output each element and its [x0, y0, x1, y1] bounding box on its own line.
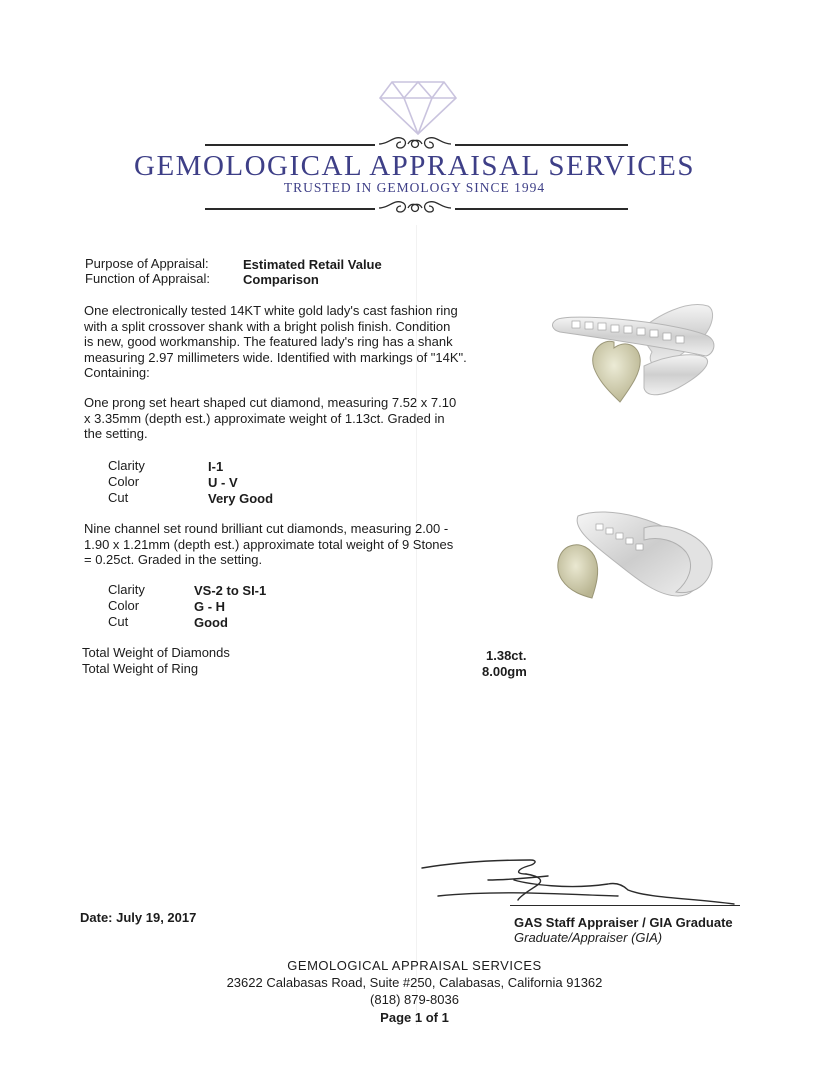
ring-description — [84, 303, 467, 381]
ring-photo-top — [548, 292, 724, 410]
signature-line — [510, 905, 740, 906]
purpose-label: Purpose of Appraisal: — [85, 256, 209, 271]
footer-phone: (818) 879-8036 — [370, 992, 459, 1007]
center-clarity-label: Clarity — [108, 458, 145, 473]
total-diamonds-label: Total Weight of Diamonds — [82, 645, 230, 660]
center-cut-value: Very Good — [208, 491, 274, 506]
description-line: measuring 2.97 millimeters wide. Identified with markings of "14K". — [84, 349, 467, 365]
function-label: Function of Appraisal: — [85, 271, 211, 286]
side-clarity-label: Clarity — [108, 582, 145, 597]
function-value: Comparison — [243, 272, 319, 287]
footer-address: 23622 Calabasas Road, Suite #250, Calabasas, California 91362 — [226, 975, 603, 990]
appraiser-title: GAS Staff Appraiser / GIA Graduate — [514, 915, 733, 930]
total-ring-label: Total Weight of Ring — [82, 661, 199, 676]
description-line: with a split crossover shank with a bright polish finish. Condition — [84, 318, 451, 334]
side-clarity-value: VS-2 to SI-1 — [194, 583, 267, 598]
side-cut-label: Cut — [108, 614, 129, 629]
appraiser-signature — [418, 850, 738, 910]
side-color-label: Color — [108, 598, 140, 613]
side-stones-line: 1.90 x 1.21mm (depth est.) approximate total weight of 9 Stones — [84, 536, 454, 552]
center-clarity-value: I-1 — [208, 459, 224, 474]
company-tagline: TRUSTED IN GEMOLOGY SINCE 1994 — [283, 180, 546, 195]
description-line: Containing: — [84, 365, 150, 380]
company-title: GEMOLOGICAL APPRAISAL SERVICES — [134, 150, 695, 182]
description-line: is new, good workmanship. The featured lady's ring has a shank — [84, 334, 453, 349]
header-rule-top-left — [205, 144, 375, 146]
appraiser-subtitle: Graduate/Appraiser (GIA) — [514, 930, 663, 945]
header-rule-top-right — [455, 144, 628, 146]
side-stones-line: Nine channel set round brilliant cut diamonds, measuring 2.00 - — [84, 521, 449, 536]
side-stones-description — [84, 521, 453, 568]
total-ring-value: 8.00gm — [482, 664, 527, 679]
total-diamonds-value: 1.38ct. — [486, 648, 527, 663]
center-stone-line: the setting. — [84, 426, 148, 441]
center-cut-label: Cut — [108, 490, 129, 505]
center-stone-line: x 3.35mm (depth est.) approximate weight of 1.13ct. Graded in — [84, 410, 445, 426]
center-color-value: U - V — [208, 475, 238, 490]
header-rule-bottom-right — [455, 208, 628, 210]
ring-photo-bottom — [548, 500, 724, 604]
center-stone-line: One prong set heart shaped cut diamond, measuring 7.52 x 7.10 — [84, 395, 457, 410]
flourish-ornament-icon — [375, 196, 455, 220]
header-rule-bottom-left — [205, 208, 375, 210]
side-stones-line: = 0.25ct. Graded in the setting. — [84, 552, 263, 567]
page-number: Page 1 of 1 — [380, 1010, 449, 1025]
footer-company: GEMOLOGICAL APPRAISAL SERVICES — [287, 958, 542, 973]
center-color-label: Color — [108, 474, 140, 489]
scan-crease — [416, 225, 417, 1025]
side-color-value: G - H — [194, 599, 226, 614]
date-label: Date: July 19, 2017 — [80, 910, 197, 925]
purpose-value: Estimated Retail Value — [243, 257, 382, 272]
description-line: One electronically tested 14KT white gold lady's cast fashion ring — [84, 303, 458, 318]
center-stone-description — [84, 395, 456, 442]
diamond-logo-icon — [378, 80, 458, 136]
side-cut-value: Good — [194, 615, 228, 630]
